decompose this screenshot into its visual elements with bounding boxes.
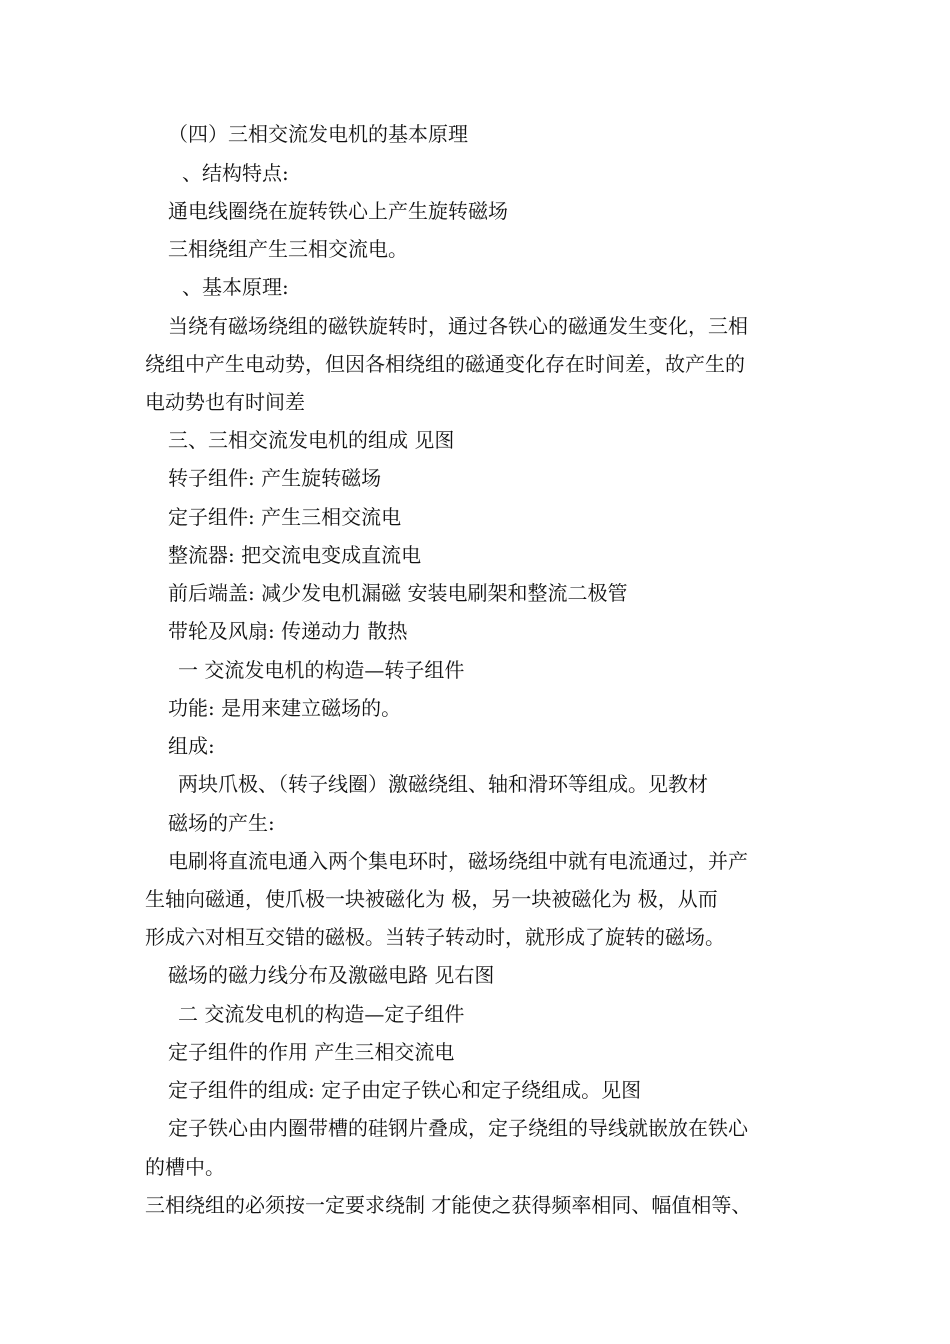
text-line: 功能: 是用来建立磁场的。 <box>168 696 402 720</box>
paragraph-line: 三相绕组的必须按一定要求绕制 才能使之获得频率相同、幅值相等、 <box>145 1193 752 1217</box>
paragraph-line: 当绕有磁场绕组的磁铁旋转时，通过各铁心的磁通发生变化，三相 <box>168 314 748 338</box>
text-line: 三相绕组产生三相交流电。 <box>168 237 408 261</box>
text-line: 带轮及风扇: 传递动力 散热 <box>168 619 408 643</box>
text-line: 前后端盖: 减少发电机漏磁 安装电刷架和整流二极管 <box>168 581 628 605</box>
paragraph-line: 定子铁心由内圈带槽的硅钢片叠成，定子绕组的导线就嵌放在铁心 <box>168 1116 748 1140</box>
text-line: 磁场的磁力线分布及激磁电路 见右图 <box>168 963 495 987</box>
text-line: 定子组件的组成: 定子由定子铁心和定子绕组成。见图 <box>168 1078 642 1102</box>
section-heading-stator: 二 交流发电机的构造—定子组件 <box>178 1002 465 1026</box>
text-line: 磁场的产生: <box>168 811 275 835</box>
paragraph-line: 形成六对相互交错的磁极。当转子转动时，就形成了旋转的磁场。 <box>145 925 725 949</box>
subheading-structure: 、结构特点: <box>182 161 289 185</box>
text-line: 整流器: 把交流电变成直流电 <box>168 543 422 567</box>
text-line: 定子组件的作用 产生三相交流电 <box>168 1040 455 1064</box>
paragraph-line: 的槽中。 <box>145 1155 225 1179</box>
text-line: 组成: <box>168 734 215 758</box>
subheading-principle: 、基本原理: <box>182 275 289 299</box>
paragraph-line: 电刷将直流电通入两个集电环时，磁场绕组中就有电流通过，并产 <box>168 849 748 873</box>
text-line: 两块爪极、（转子线圈）激磁绕组、轴和滑环等组成。见教材 <box>178 772 708 796</box>
paragraph-line: 电动势也有时间差 <box>145 390 305 414</box>
text-line: 转子组件: 产生旋转磁场 <box>168 466 382 490</box>
section-heading-principle: （四）三相交流发电机的基本原理 <box>168 122 468 146</box>
paragraph-line: 生轴向磁通，使爪极一块被磁化为 极，另一块被磁化为 极，从而 <box>145 887 718 911</box>
paragraph-line: 绕组中产生电动势，但因各相绕组的磁通变化存在时间差，故产生的 <box>145 352 745 376</box>
text-line: 通电线圈绕在旋转铁心上产生旋转磁场 <box>168 199 508 223</box>
text-line: 定子组件: 产生三相交流电 <box>168 505 402 529</box>
section-heading-rotor: 一 交流发电机的构造—转子组件 <box>178 658 465 682</box>
section-heading-composition: 三、三相交流发电机的组成 见图 <box>168 428 455 452</box>
